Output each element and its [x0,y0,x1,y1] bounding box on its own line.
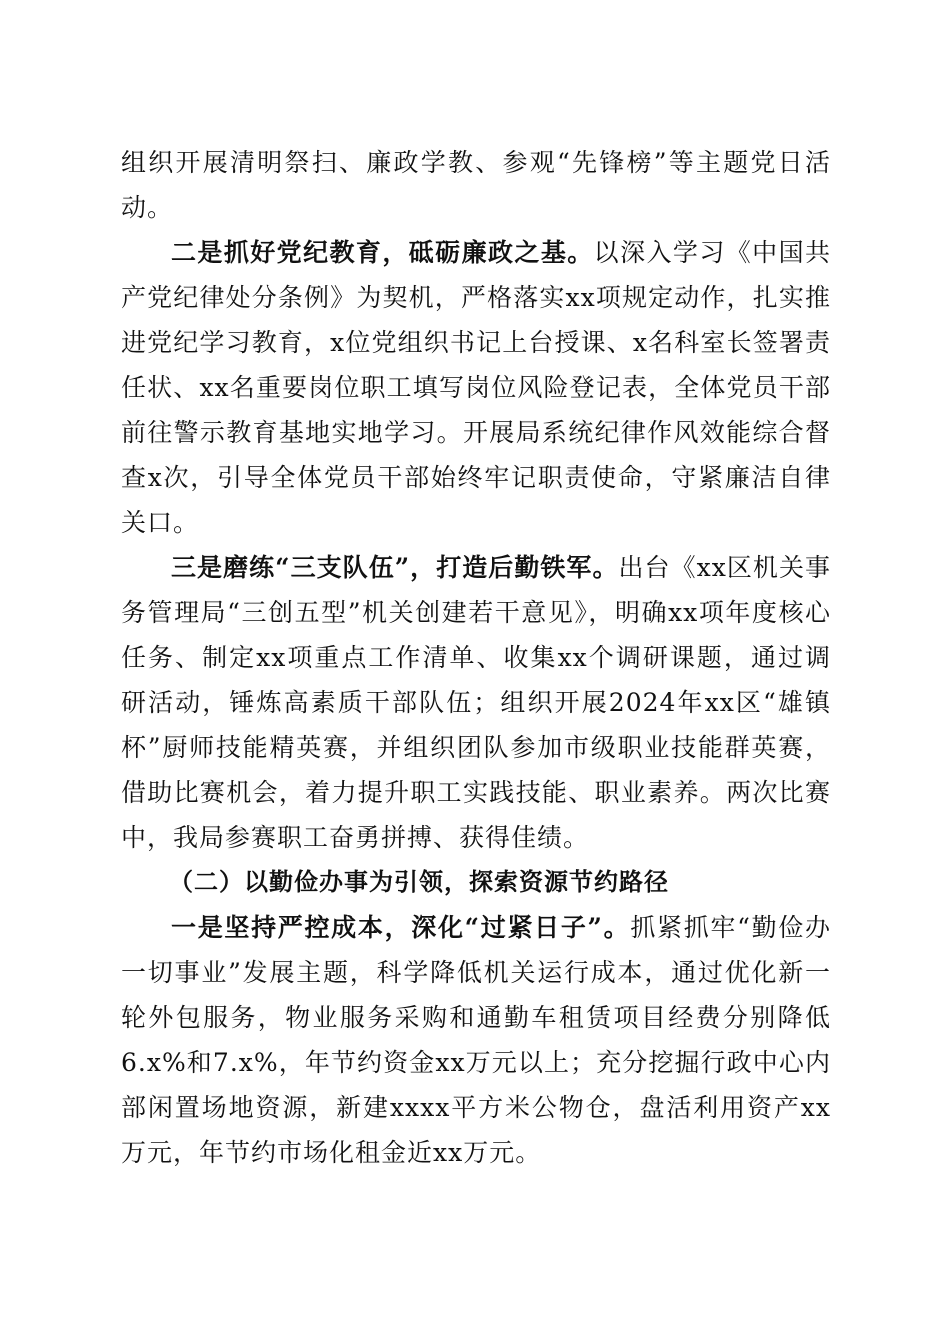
paragraph-lead: 三是磨练“三支队伍”，打造后勤铁军。 [171,553,619,582]
paragraph-party-discipline [121,230,831,545]
paragraph-text: 以深入学习《中国共产党纪律处分条例》为契机，严格落实xx项规定动作，扎实推进党纪学习教育，x位党组织书记上台授课、x名科室长签署责任状、xx名重要岗位职工填写岗位风险登记表，全体党员干部前往警示教育基地实地学习。开展局系统纪律作风效能综合督查x次，引导全体党员干部始终牢记职责使命，守紧廉洁自律关口。 [121,238,831,537]
paragraph-continuation [121,140,831,230]
paragraph-cost-control [121,905,831,1175]
paragraph-three-teams [121,545,831,860]
section-heading: （二）以勤俭办事为引领，探索资源节约路径 [169,868,669,896]
paragraph-lead: 二是抓好党纪教育，砥砺廉政之基。 [171,238,594,267]
paragraph-text: 组织开展清明祭扫、廉政学教、参观“先锋榜”等主题党日活动。 [121,148,831,222]
paragraph-lead: 一是坚持严控成本，深化“过紧日子”。 [171,913,631,942]
paragraph-text: 出台《xx区机关事务管理局“三创五型”机关创建若干意见》，明确xx项年度核心任务、制定xx项重点工作清单、收集xx个调研课题，通过调研活动，锤炼高素质干部队伍；组织开展2024年xx区“雄镇杯”厨师技能精英赛，并组织团队参加市级职业技能群英赛，借助比赛机会，着力提升职工实践技能、职业素养。两次比赛中，我局参赛职工奋勇拼搏、获得佳绩。 [121,553,832,852]
paragraph-text: 抓紧抓牢“勤俭办一切事业”发展主题，科学降低机关运行成本，通过优化新一轮外包服务，物业服务采购和通勤车租赁项目经费分别降低6.x%和7.x%，年节约资金xx万元以上；充分挖掘行政中心内部闲置场地资源，新建xxxx平方米公物仓，盘活利用资产xx万元，年节约市场化租金近xx万元。 [121,913,831,1167]
document-body [121,140,831,1175]
